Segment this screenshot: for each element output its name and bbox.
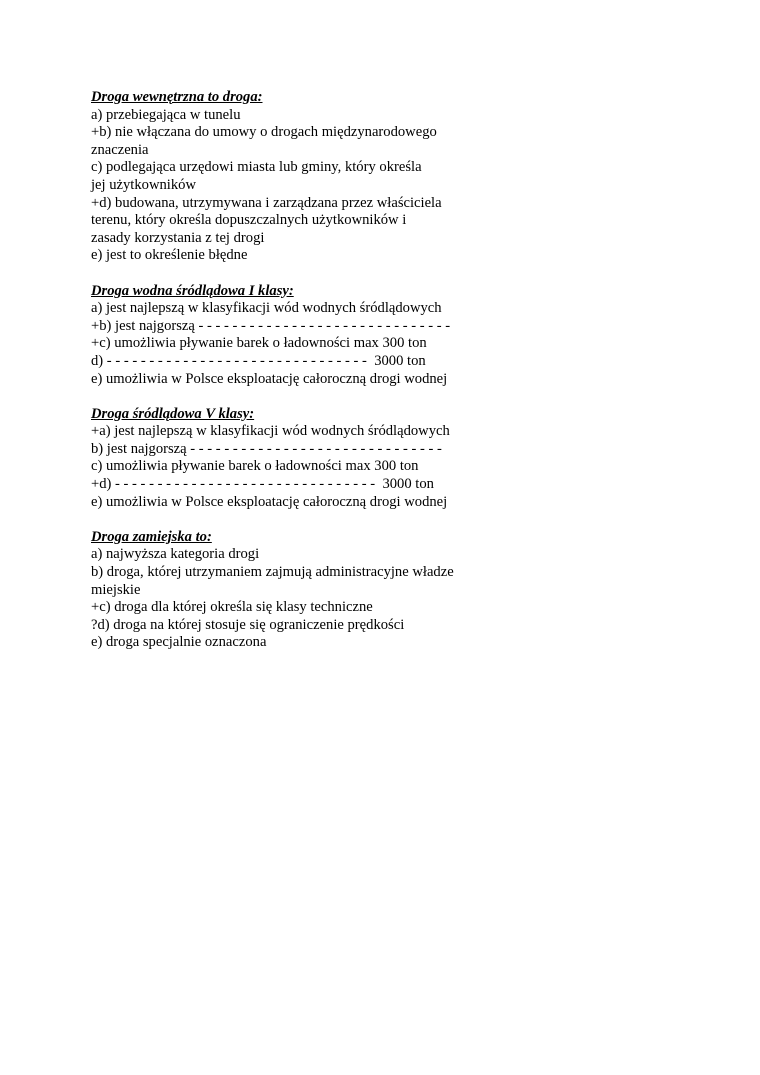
answer-line: d) - - - - - - - - - - - - - - - - - - - - - - - - - - - - - - - 3000 ton	[91, 352, 426, 369]
answer-line: b) droga, której utrzymaniem zajmują administracyjne władze	[91, 564, 454, 581]
answer-line: znaczenia	[91, 141, 149, 158]
answer-line: a) jest najlepszą w klasyfikacji wód wodnych śródlądowych	[91, 300, 442, 317]
question-title: Droga wodna śródlądowa I klasy:	[91, 282, 294, 299]
question-4	[91, 529, 711, 652]
answer-line: e) umożliwia w Polsce eksploatację całoroczną drogi wodnej	[91, 493, 448, 510]
answer-line: c) umożliwia pływanie barek o ładowności max 300 ton	[91, 458, 419, 475]
answer-line: +c) umożliwia pływanie barek o ładowności max 300 ton	[91, 335, 427, 352]
question-2	[91, 283, 711, 389]
answer-line: +d) - - - - - - - - - - - - - - - - - - - - - - - - - - - - - - - 3000 ton	[91, 476, 434, 493]
answer-line: jej użytkowników	[91, 176, 196, 193]
answer-line: ?d) droga na której stosuje się ograniczenie prędkości	[91, 616, 405, 633]
question-1	[91, 89, 711, 265]
answer-line: terenu, który określa dopuszczalnych użytkowników i	[91, 212, 407, 229]
question-title: Droga wewnętrzna to droga:	[91, 89, 263, 105]
question-3	[91, 406, 711, 512]
answer-line: b) jest najgorszą - - - - - - - - - - - - - - - - - - - - - - - - - - - - - -	[91, 440, 442, 457]
answer-line: e) jest to określenie błędne	[91, 247, 248, 264]
answer-line: zasady korzystania z tej drogi	[91, 229, 265, 246]
answer-line: a) najwyższa kategoria drogi	[91, 546, 260, 563]
answer-line: e) umożliwia w Polsce eksploatację całoroczną drogi wodnej	[91, 370, 448, 387]
answer-line: +a) jest najlepszą w klasyfikacji wód wodnych śródlądowych	[91, 423, 450, 440]
question-title: Droga zamiejska to:	[91, 528, 212, 545]
document-page	[91, 89, 711, 670]
answer-line: miejskie	[91, 581, 141, 598]
answer-line: +d) budowana, utrzymywana i zarządzana przez właściciela	[91, 194, 442, 211]
answer-line: c) podlegająca urzędowi miasta lub gminy, który określa	[91, 159, 422, 176]
answer-line: +b) jest najgorszą - - - - - - - - - - - - - - - - - - - - - - - - - - - - - -	[91, 317, 451, 334]
answer-line: e) droga specjalnie oznaczona	[91, 634, 267, 651]
answer-line: +c) droga dla której określa się klasy techniczne	[91, 599, 373, 616]
question-title: Droga śródlądowa V klasy:	[91, 405, 255, 422]
answer-line: +b) nie włączana do umowy o drogach międzynarodowego	[91, 124, 437, 141]
answer-line: a) przebiegająca w tunelu	[91, 106, 241, 123]
